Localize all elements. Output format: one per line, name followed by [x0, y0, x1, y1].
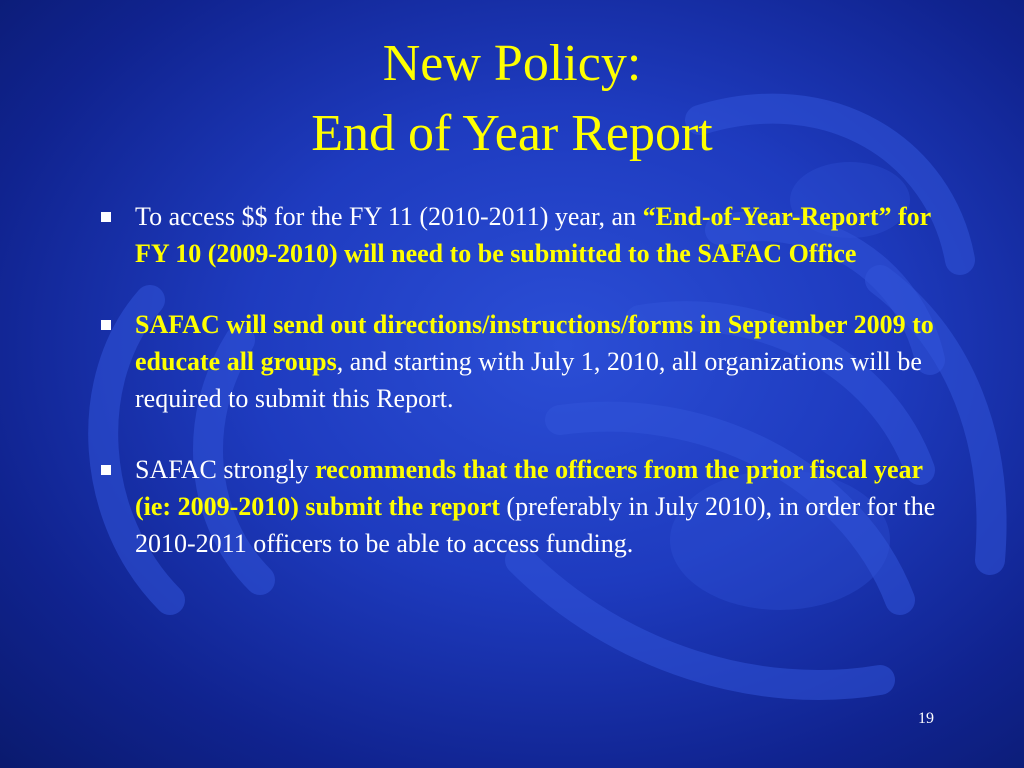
- slide-title-line-1: New Policy:: [382, 35, 642, 92]
- page-number: 19: [918, 710, 934, 727]
- bullet-3-highlight: recommends that the officers from the prior fiscal year (ie: 2009-2010) submit the report: [135, 455, 923, 521]
- bullet-1-text: To access $$ for the FY 11 (2010-2011) year, an: [135, 202, 643, 231]
- bullet-3-text-start: SAFAC strongly: [135, 455, 316, 484]
- bullet-item-1: [95, 198, 955, 272]
- bullet-3-text-end: (preferably in July 2010), in order for the 2010-2011 officers to be able to access funding.: [135, 492, 936, 558]
- square-bullet-icon: [101, 465, 111, 475]
- bullet-2-highlight: SAFAC will send out directions/instructions/forms in September 2009 to educate all groups: [135, 310, 934, 376]
- slide-title-line-2: End of Year Report: [311, 105, 713, 162]
- bullet-1-highlight: “End-of-Year-Report” for FY 10 (2009-2010) will need to be submitted to the SAFAC Office: [135, 202, 931, 268]
- square-bullet-icon: [101, 212, 111, 222]
- bullet-2-text: , and starting with July 1, 2010, all organizations will be required to submit this Report.: [135, 347, 922, 413]
- bullet-item-3: [95, 451, 955, 562]
- square-bullet-icon: [101, 320, 111, 330]
- bullet-item-2: [95, 306, 955, 417]
- bullet-list: [95, 198, 955, 562]
